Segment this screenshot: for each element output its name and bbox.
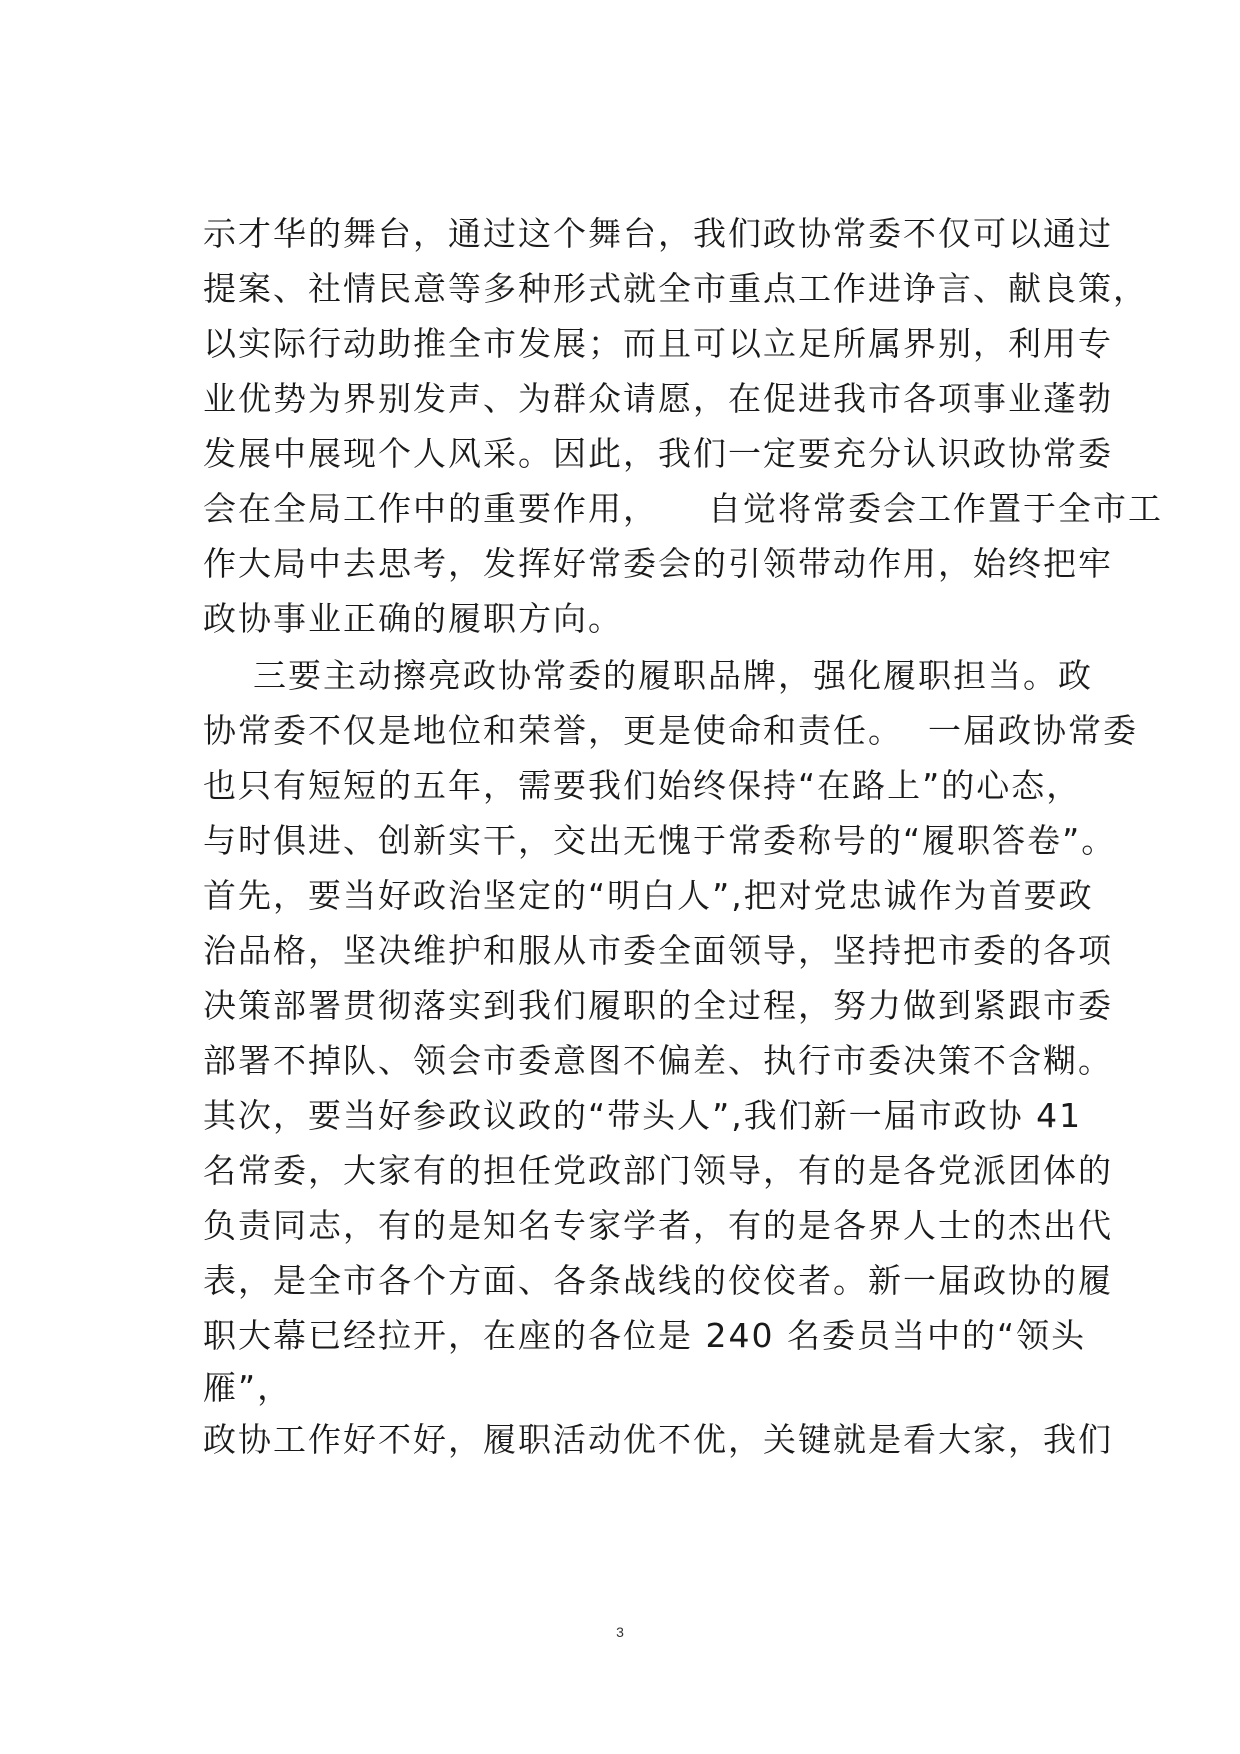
- text-line: 发展中展现个人风采。因此，我们一定要充分认识政协常委: [203, 434, 1113, 473]
- text-line: 会在全局工作中的重要作用， 自觉将常委会工作置于全市工: [203, 489, 1163, 528]
- text-line: 协常委不仅是地位和荣誉，更是使命和责任。 一届政协常委: [203, 711, 1138, 750]
- text-line: 名常委，大家有的担任党政部门领导，有的是各党派团体的: [203, 1151, 1113, 1190]
- text-line: 决策部署贯彻落实到我们履职的全过程，努力做到紧跟市委: [203, 986, 1113, 1025]
- text-line: 负责同志，有的是知名专家学者，有的是各界人士的杰出代: [203, 1206, 1113, 1245]
- text-line: 表，是全市各个方面、各条战线的佼佼者。新一届政协的履: [203, 1261, 1113, 1300]
- text-line: 三要主动擦亮政协常委的履职品牌，强化履职担当。政: [203, 656, 1093, 695]
- text-line: 其次，要当好参政议政的“带头人”,我们新一届市政协 41: [203, 1096, 1083, 1135]
- text-line: 雁”，: [203, 1368, 293, 1407]
- page-number: 3: [616, 1624, 624, 1640]
- text-line: 政协事业正确的履职方向。: [203, 599, 623, 638]
- text-line: 也只有短短的五年，需要我们始终保持“在路上”的心态，: [203, 766, 1082, 805]
- text-line: 提案、社情民意等多种形式就全市重点工作进诤言、献良策，: [203, 269, 1148, 308]
- text-line: 治品格，坚决维护和服从市委全面领导，坚持把市委的各项: [203, 931, 1113, 970]
- text-line: 示才华的舞台，通过这个舞台，我们政协常委不仅可以通过: [203, 214, 1113, 253]
- text-line: 与时俱进、创新实干，交出无愧于常委称号的“履职答卷”。: [203, 821, 1117, 860]
- text-line: 业优势为界别发声、为群众请愿，在促进我市各项事业蓬勃: [203, 379, 1113, 418]
- text-line: 职大幕已经拉开，在座的各位是 240 名委员当中的“领头: [203, 1316, 1087, 1355]
- text-line: 政协工作好不好，履职活动优不优，关键就是看大家，我们: [203, 1420, 1113, 1459]
- text-line: 部署不掉队、领会市委意图不偏差、执行市委决策不含糊。: [203, 1041, 1113, 1080]
- text-line: 作大局中去思考，发挥好常委会的引领带动作用，始终把牢: [203, 544, 1113, 583]
- text-line: 以实际行动助推全市发展；而且可以立足所属界别，利用专: [203, 324, 1113, 363]
- text-line: 首先，要当好政治坚定的“明白人”,把对党忠诚作为首要政: [203, 876, 1094, 915]
